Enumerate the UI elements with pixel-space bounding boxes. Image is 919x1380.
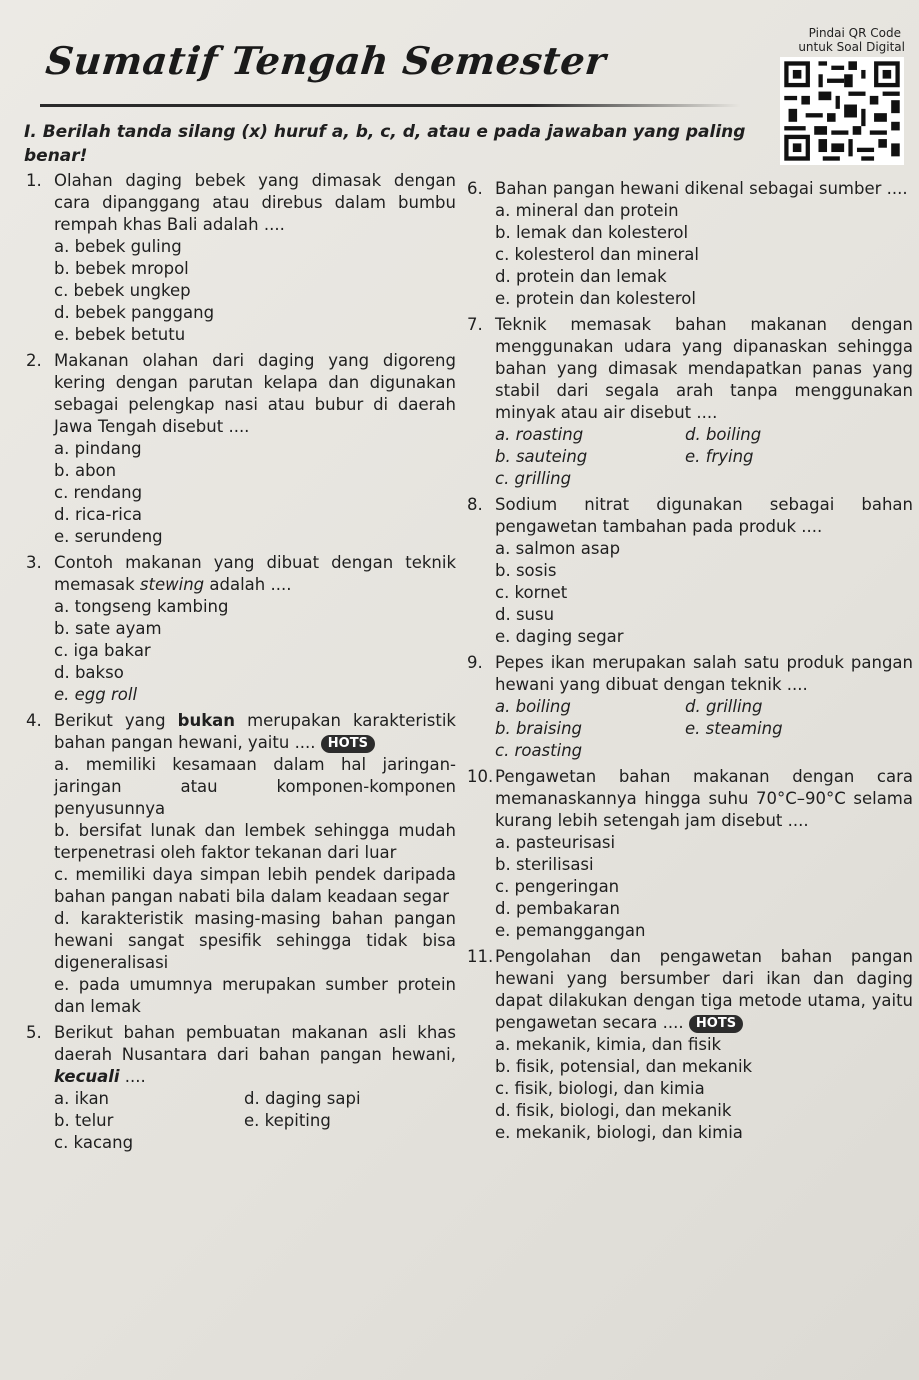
- qr-code-image[interactable]: [780, 57, 904, 165]
- option-e[interactable]: e. daging segar: [495, 627, 624, 646]
- question-stem: [54, 710, 456, 754]
- question-3: [26, 552, 456, 706]
- question-4: [26, 710, 456, 1018]
- question-5: [26, 1022, 456, 1154]
- option-a[interactable]: a. ikan: [54, 1089, 110, 1108]
- option-e[interactable]: e. serundeng: [54, 527, 163, 546]
- option-c[interactable]: c. memiliki daya simpan lebih pendek daripada bahan pangan nabati bila dalam keadaan segar: [54, 865, 456, 906]
- option-a[interactable]: a. mineral dan protein: [495, 201, 679, 220]
- options-list: [54, 596, 456, 706]
- question-stem: Sodium nitrat digunakan sebagai bahan pengawetan tambahan pada produk ....: [495, 495, 913, 536]
- option-c[interactable]: c. rendang: [54, 483, 143, 502]
- option-d[interactable]: d. fisik, biologi, dan mekanik: [495, 1101, 732, 1120]
- option-b[interactable]: b. sauteing: [495, 447, 588, 466]
- option-d[interactable]: d. boiling: [685, 425, 762, 444]
- options-list: [54, 754, 456, 1018]
- stem-text-end: merupakan karakteristik bahan pangan hewani, yaitu ....: [54, 711, 456, 752]
- option-e[interactable]: e. pada umumnya merupakan sumber protein dan lemak: [54, 975, 456, 1016]
- question-stem: [495, 946, 913, 1034]
- stem-italic-term: stewing: [139, 575, 205, 594]
- stem-bold-term: bukan: [177, 711, 236, 730]
- option-d[interactable]: d. bakso: [54, 663, 124, 682]
- instruction-text: I. Berilah tanda silang (x) huruf a, b, c, d, atau e pada jawaban yang paling benar!: [24, 122, 746, 166]
- option-a[interactable]: a. pindang: [54, 439, 142, 458]
- question-10: [467, 766, 913, 942]
- hots-badge: HOTS: [321, 735, 375, 753]
- page-title: Sumatif Tengah Semester: [43, 38, 609, 83]
- question-stem: [54, 1022, 456, 1088]
- option-a[interactable]: a. bebek guling: [54, 237, 182, 256]
- question-9: [467, 652, 913, 762]
- option-d[interactable]: d. grilling: [685, 697, 763, 716]
- option-e[interactable]: e. pemanggangan: [495, 921, 646, 940]
- left-column: [26, 170, 456, 1158]
- option-b[interactable]: b. bersifat lunak dan lembek sehingga mudah terpenetrasi oleh faktor tekanan dari luar: [54, 821, 456, 862]
- qr-label-line1: Pindai QR Code: [808, 26, 901, 40]
- option-d[interactable]: d. karakteristik masing-masing bahan pangan hewani sangat spesifik sehingga tidak bisa digeneralisasi: [54, 909, 456, 972]
- question-number: 4.: [26, 711, 42, 730]
- question-number: 1.: [26, 171, 42, 190]
- question-stem: Olahan daging bebek yang dimasak dengan cara dipanggang atau direbus dalam bumbu rempah khas Bali adalah ....: [54, 171, 456, 234]
- option-a[interactable]: a. tongseng kambing: [54, 597, 229, 616]
- qr-label-line2: untuk Soal Digital: [798, 40, 905, 54]
- option-b[interactable]: b. abon: [54, 461, 117, 480]
- option-e[interactable]: e. steaming: [685, 719, 783, 738]
- option-b[interactable]: b. lemak dan kolesterol: [495, 223, 689, 242]
- question-stem: Pengawetan bahan makanan dengan cara memanaskannya hingga suhu 70°C–90°C selama kurang lebih setengah jam disebut ....: [495, 767, 913, 830]
- question-number: 11.: [467, 947, 494, 966]
- stem-text: Berikut bahan pembuatan makanan asli khas daerah Nusantara dari bahan pangan hewani,: [54, 1023, 456, 1064]
- question-6: [467, 178, 913, 310]
- option-e[interactable]: e. mekanik, biologi, dan kimia: [495, 1123, 743, 1142]
- option-a[interactable]: a. boiling: [495, 697, 571, 716]
- question-number: 10.: [467, 767, 494, 786]
- question-2: [26, 350, 456, 548]
- right-column: [467, 178, 913, 1148]
- option-d[interactable]: d. daging sapi: [244, 1089, 361, 1108]
- option-a[interactable]: a. memiliki kesamaan dalam hal jaringan-jaringan atau komponen-komponen penyusunnya: [54, 755, 456, 818]
- options-list: [54, 236, 456, 346]
- option-c[interactable]: c. grilling: [495, 469, 572, 488]
- options-list: [54, 1088, 456, 1154]
- question-stem: Makanan olahan dari daging yang digoreng kering dengan parutan kelapa dan digunakan sebagai pelengkap nasi atau bubur di daerah Jawa Tengah disebut ....: [54, 351, 456, 436]
- qr-code-icon: [780, 57, 904, 165]
- stem-text-end: ....: [119, 1067, 146, 1086]
- stem-bold-term: kecuali: [54, 1067, 120, 1086]
- options-list: [495, 538, 913, 648]
- option-c[interactable]: c. pengeringan: [495, 877, 620, 896]
- options-list: [495, 1034, 913, 1144]
- option-a[interactable]: a. mekanik, kimia, dan fisik: [495, 1035, 722, 1054]
- option-e[interactable]: e. kepiting: [244, 1111, 331, 1130]
- option-b[interactable]: b. bebek mropol: [54, 259, 189, 278]
- option-c[interactable]: c. kacang: [54, 1133, 134, 1152]
- options-list: [495, 200, 913, 310]
- question-number: 9.: [467, 653, 483, 672]
- option-c[interactable]: c. iga bakar: [54, 641, 151, 660]
- option-d[interactable]: d. protein dan lemak: [495, 267, 667, 286]
- option-c[interactable]: c. kornet: [495, 583, 568, 602]
- title-underline: [40, 104, 740, 107]
- stem-text: Berikut yang: [54, 711, 178, 730]
- hots-badge: HOTS: [689, 1015, 743, 1033]
- option-c[interactable]: c. bebek ungkep: [54, 281, 191, 300]
- option-b[interactable]: b. fisik, potensial, dan mekanik: [495, 1057, 753, 1076]
- stem-text: Pengolahan dan pengawetan bahan pangan hewani yang bersumber dari ikan dan daging dapat dilakukan dengan tiga metode utama, yaitu pengawetan secara ....: [495, 947, 913, 1032]
- option-a[interactable]: a. pasteurisasi: [495, 833, 616, 852]
- options-list: [54, 438, 456, 548]
- question-11: [467, 946, 913, 1144]
- option-d[interactable]: d. rica-rica: [54, 505, 143, 524]
- option-e[interactable]: e. protein dan kolesterol: [495, 289, 696, 308]
- option-c[interactable]: c. roasting: [495, 741, 583, 760]
- question-number: 5.: [26, 1023, 42, 1042]
- option-a[interactable]: a. roasting: [495, 425, 584, 444]
- options-list: [495, 424, 913, 490]
- option-d[interactable]: d. bebek panggang: [54, 303, 215, 322]
- question-stem: Pepes ikan merupakan salah satu produk pangan hewani yang dibuat dengan teknik ....: [495, 653, 913, 694]
- question-number: 8.: [467, 495, 483, 514]
- question-number: 2.: [26, 351, 42, 370]
- stem-text-end: adalah ....: [204, 575, 292, 594]
- option-b[interactable]: b. telur: [54, 1111, 114, 1130]
- option-e[interactable]: e. egg roll: [54, 685, 138, 704]
- question-number: 7.: [467, 315, 483, 334]
- question-1: [26, 170, 456, 346]
- options-list: [495, 696, 913, 762]
- question-stem: Teknik memasak bahan makanan dengan menggunakan udara yang dipanaskan sehingga bahan yang dimasak mendapatkan panas yang stabil dari segala arah tanpa menggunakan minyak atau air disebut ....: [495, 315, 913, 422]
- question-stem: [54, 552, 456, 596]
- option-d[interactable]: d. susu: [495, 605, 555, 624]
- option-a[interactable]: a. salmon asap: [495, 539, 621, 558]
- question-stem: Bahan pangan hewani dikenal sebagai sumber ....: [495, 179, 908, 198]
- stem-text: Contoh makanan yang dibuat dengan teknik memasak: [54, 553, 456, 594]
- option-b[interactable]: b. braising: [495, 719, 583, 738]
- option-b[interactable]: b. sate ayam: [54, 619, 162, 638]
- question-7: [467, 314, 913, 490]
- option-e[interactable]: e. frying: [685, 447, 754, 466]
- option-c[interactable]: c. kolesterol dan mineral: [495, 245, 699, 264]
- option-b[interactable]: b. sosis: [495, 561, 557, 580]
- option-c[interactable]: c. fisik, biologi, dan kimia: [495, 1079, 705, 1098]
- question-number: 3.: [26, 553, 42, 572]
- question-number: 6.: [467, 179, 483, 198]
- question-8: [467, 494, 913, 648]
- option-b[interactable]: b. sterilisasi: [495, 855, 594, 874]
- option-e[interactable]: e. bebek betutu: [54, 325, 186, 344]
- option-d[interactable]: d. pembakaran: [495, 899, 620, 918]
- options-list: [495, 832, 913, 942]
